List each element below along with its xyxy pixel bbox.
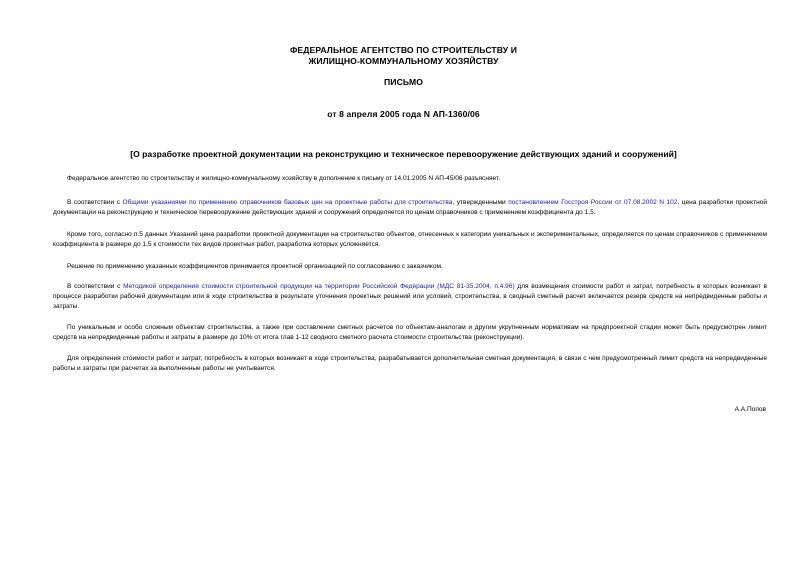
- paragraph-2-text-b: , утвержденными: [452, 199, 509, 206]
- general-guidelines-link[interactable]: Общими указаниями по применению справочников базовых цен на проектные работы для строительства: [122, 199, 453, 206]
- agency-header: [0, 45, 807, 67]
- paragraph-2-text-a: В соответствии с: [67, 199, 123, 206]
- methodology-link[interactable]: Методикой определения стоимости строительной продукции на территории Российской Федерации (МДС 81-35.2004, п.4.96): [123, 283, 515, 290]
- document-title: [О разработке проектной документации на реконструкцию и техническое перевооружение действующих зданий и сооружений]: [130, 149, 677, 159]
- paragraph-7: Для определения стоимости работ и затрат, потребность в которых возникает в ходе строительства, разрабатывается дополнительная сметная документация, в связи с чем предусмотренный лимит средств на непредвиденные работы и затраты при расчетах за выполненные работы не учитывается.: [53, 355, 767, 372]
- paragraph-4: Решение по применению указанных коэффициентов принимается проектной организацией по согласованию с заказчиком.: [67, 263, 443, 270]
- gosstroy-resolution-link[interactable]: постановлением Госстроя России от 07.08.2002 N 102: [508, 199, 678, 206]
- paragraph-2-text-c: , цена разработки проектной документации на реконструкцию и техническое перевооружение действующих зданий и сооружений определяется по ценам справочников с применением коэффициента до 1,5.: [53, 199, 767, 216]
- paragraph-2: [53, 198, 767, 218]
- paragraph-3: Кроме того, согласно п.5 данных Указаний цена разработки проектной документации на строительство объектов, отнесенных к категории уникальных и экспериментальных, определяется по ценам справочников с применением коэффициента в размере до 1,5 к стоимости тех видов проектных работ, разработка которых усложняется.: [53, 231, 767, 248]
- document-type: ПИСЬМО: [384, 77, 423, 87]
- document-date: от 8 апреля 2005 года N АП-1360/06: [327, 109, 480, 119]
- signature: А.А.Попов: [734, 406, 766, 413]
- paragraph-6: По уникальным и особо сложным объектам строительства, а также при составлении сметных расчетов по объектам-аналогам и другим укрупненным нормативам на предпроектной стадии может быть предусмотрен лимит средств на непредвиденные работы и затраты в размере до 10% от итога глав 1-12 сводного сметного расчета стоимости строительства (реконструкции).: [53, 324, 767, 341]
- paragraph-5-text-b: для возмещения стоимости работ и затрат, потребность в которых возникает в процессе разработки рабочей документации или в ходе строительства в результате уточнения проектных решений или условий, строительства, в сводный сметный расчет включается резерв средств на непредвиденные работы и затраты.: [53, 283, 767, 310]
- paragraph-1: Федеральное агентство по строительству и жилищно-коммунальному хозяйству в дополнение к письму от 14.01.2005 N АП-45/06 разъясняет.: [67, 175, 501, 182]
- agency-line-1: ФЕДЕРАЛЬНОЕ АГЕНТСТВО ПО СТРОИТЕЛЬСТВУ И: [290, 45, 517, 55]
- paragraph-5: [53, 282, 767, 312]
- agency-line-2: ЖИЛИЩНО-КОММУНАЛЬНОМУ ХОЗЯЙСТВУ: [308, 56, 499, 66]
- paragraph-5-text-a: В соответствии с: [67, 283, 124, 290]
